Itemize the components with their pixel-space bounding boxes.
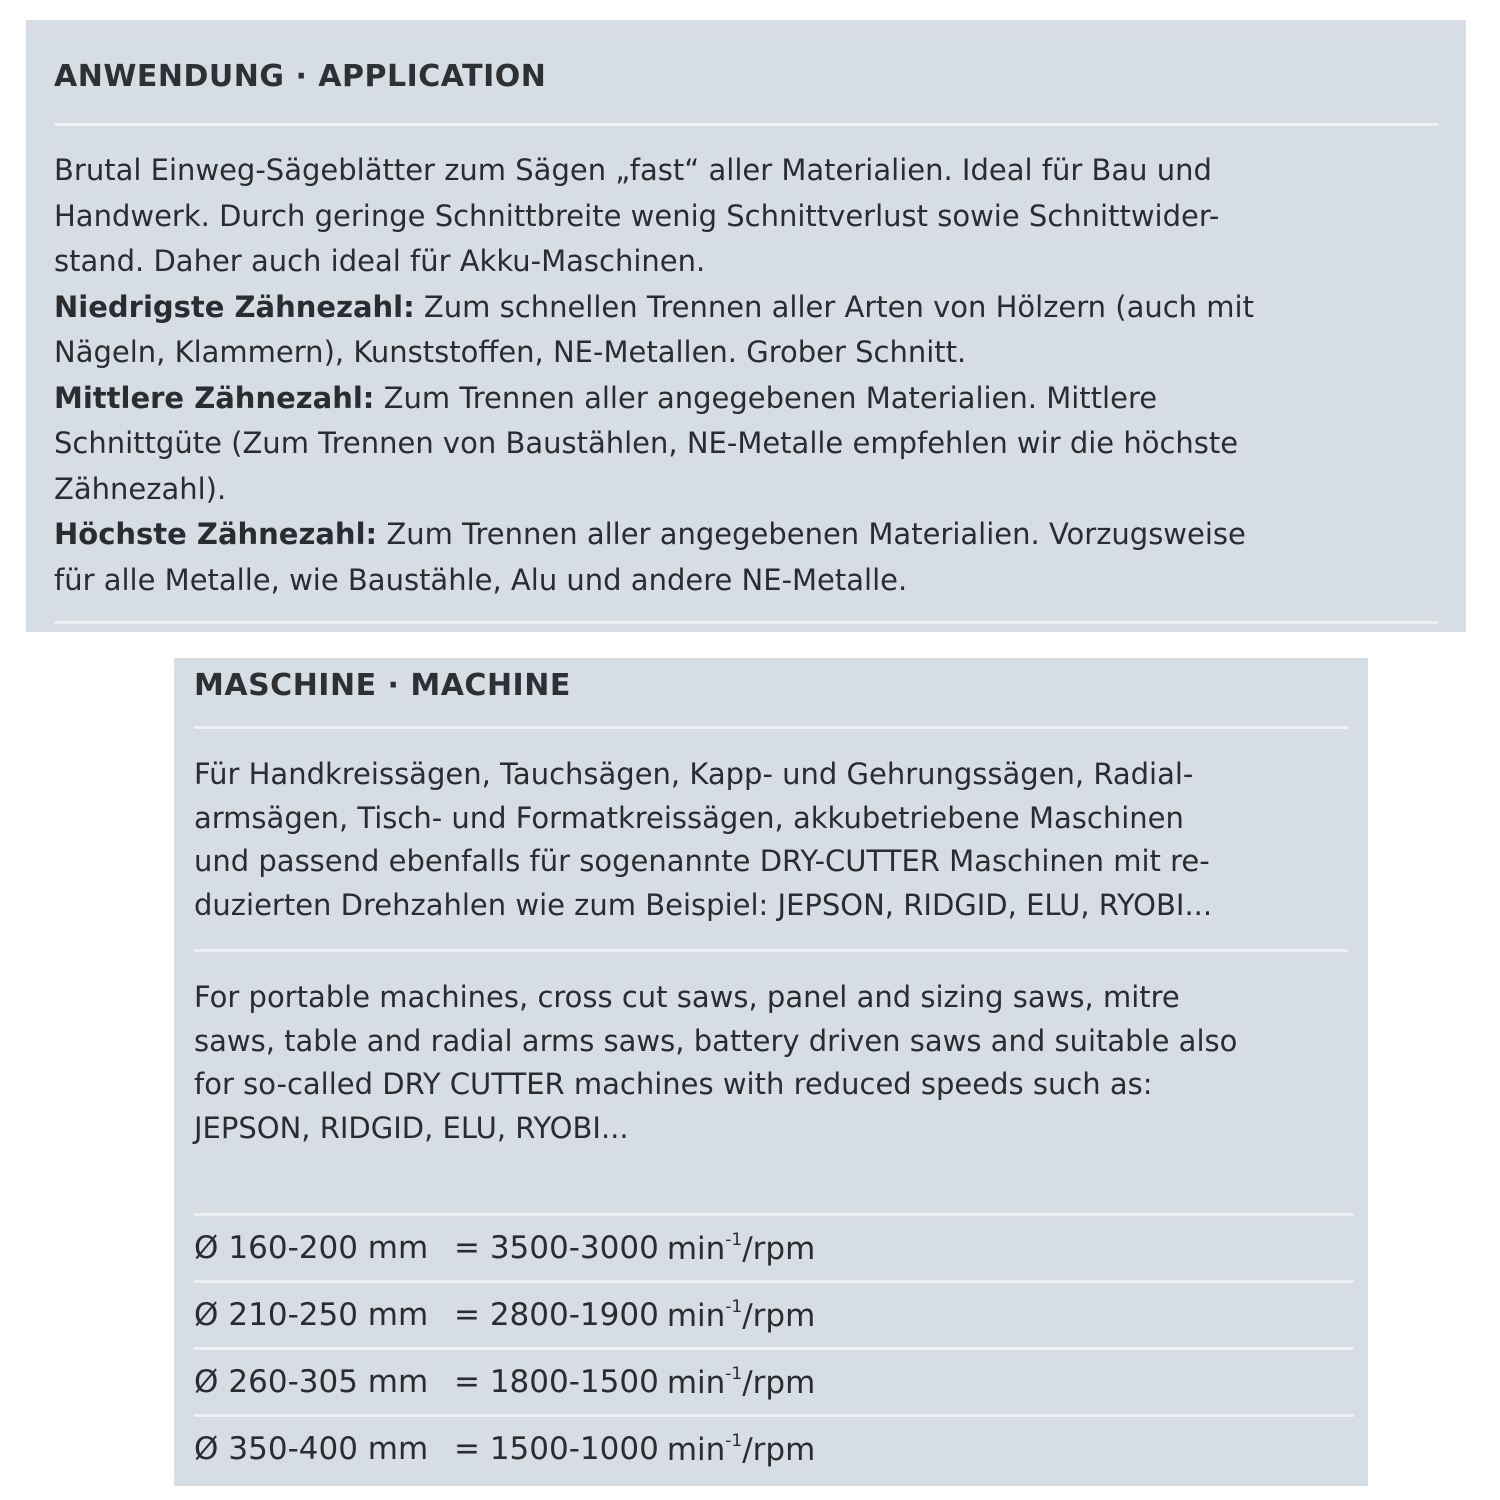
english-line: saws, table and radial arms saws, battery driven saws and suitable also [194, 1023, 1238, 1058]
rpm-range: = 1800-1500 [454, 1364, 659, 1400]
application-heading: ANWENDUNG · APPLICATION [54, 59, 547, 94]
diameter-range: 260-305 mm [228, 1364, 429, 1400]
english-line: for so-called DRY CUTTER machines with reduced speeds such as: [194, 1067, 1153, 1101]
speed-unit [667, 1230, 816, 1267]
divider [54, 123, 1438, 126]
unit-exponent: -1 [725, 1430, 743, 1451]
diameter-range: 210-250 mm [228, 1297, 429, 1333]
speed-table [194, 1213, 1354, 1481]
unit-base: min [666, 1297, 726, 1334]
high-teeth-term: Höchste Zähnezahl: [54, 517, 378, 551]
divider [194, 726, 1348, 729]
diameter-range: 160-200 mm [228, 1230, 429, 1266]
unit-base: min [666, 1431, 726, 1468]
english-line: For portable machines, cross cut saws, panel and sizing saws, mitre [194, 980, 1180, 1014]
mid-teeth-line [54, 376, 1438, 422]
rpm-range: = 1500-1000 [454, 1431, 659, 1467]
intro-line: Handwerk. Durch geringe Schnittbreite wenig Schnittverlust sowie Schnittwider- [54, 198, 1220, 233]
unit-exponent: -1 [725, 1296, 743, 1317]
unit-suffix: /rpm [742, 1364, 816, 1401]
rpm-range: = 3500-3000 [454, 1230, 659, 1266]
german-line: Für Handkreissägen, Tauchsägen, Kapp- und Gehrungssägen, Radial- [194, 757, 1194, 791]
high-teeth-line [54, 512, 1438, 558]
mid-teeth-term: Mittlere Zähnezahl: [54, 380, 375, 415]
speed-row [194, 1280, 1354, 1347]
mid-teeth-line: Zähnezahl). [54, 471, 227, 506]
speed-unit [667, 1431, 816, 1468]
german-line: duzierten Drehzahlen wie zum Beispiel: JEPSON, RIDGID, ELU, RYOBI... [194, 887, 1213, 922]
unit-base: min [666, 1364, 726, 1401]
application-text [54, 148, 1438, 603]
machine-heading: MASCHINE · MACHINE [194, 668, 571, 703]
diameter-symbol: Ø [194, 1297, 219, 1333]
diameter-symbol: Ø [194, 1364, 219, 1400]
machine-german-text [194, 753, 1348, 927]
diameter-cell [194, 1297, 454, 1333]
diameter-cell [194, 1431, 454, 1467]
german-line: armsägen, Tisch- und Formatkreissägen, akkubetriebene Maschinen [194, 800, 1184, 835]
intro-line: Brutal Einweg-Sägeblätter zum Sägen „fast“ aller Materialien. Ideal für Bau und [54, 153, 1212, 187]
application-panel [26, 20, 1466, 632]
low-teeth-line: Nägeln, Klammern), Kunststoffen, NE-Metallen. Grober Schnitt. [54, 335, 967, 369]
low-teeth-text: Zum schnellen Trennen aller Arten von Hölzern (auch mit [414, 289, 1254, 324]
speed-row [194, 1213, 1354, 1280]
unit-exponent: -1 [725, 1363, 743, 1384]
divider [194, 949, 1348, 952]
unit-suffix: /rpm [742, 1230, 816, 1267]
mid-teeth-line: Schnittgüte (Zum Trennen von Baustählen, NE-Metalle empfehlen wir die höchste [54, 426, 1239, 460]
unit-exponent: -1 [725, 1229, 743, 1250]
german-line: und passend ebenfalls für sogenannte DRY-CUTTER Maschinen mit re- [194, 844, 1210, 878]
high-teeth-text: Zum Trennen aller angegebenen Materialien. Vorzugsweise [377, 517, 1246, 551]
mid-teeth-text: Zum Trennen aller angegebenen Materialien. Mittlere [374, 380, 1158, 415]
low-teeth-line [54, 285, 1438, 331]
rpm-range: = 2800-1900 [454, 1297, 659, 1333]
diameter-symbol: Ø [194, 1431, 219, 1467]
machine-english-text [194, 976, 1348, 1150]
unit-suffix: /rpm [742, 1431, 816, 1468]
machine-panel [174, 658, 1368, 1486]
divider [54, 621, 1438, 624]
unit-suffix: /rpm [742, 1297, 816, 1334]
speed-row [194, 1347, 1354, 1414]
low-teeth-term: Niedrigste Zähnezahl: [54, 289, 415, 324]
diameter-cell [194, 1364, 454, 1400]
english-line: JEPSON, RIDGID, ELU, RYOBI... [194, 1110, 629, 1145]
diameter-range: 350-400 mm [228, 1431, 429, 1467]
speed-row [194, 1414, 1354, 1481]
intro-line: stand. Daher auch ideal für Akku-Maschinen. [54, 244, 706, 278]
diameter-cell [194, 1230, 454, 1266]
unit-base: min [666, 1230, 726, 1267]
speed-unit [667, 1297, 816, 1334]
high-teeth-line: für alle Metalle, wie Baustähle, Alu und andere NE-Metalle. [54, 562, 908, 597]
speed-unit [667, 1364, 816, 1401]
diameter-symbol: Ø [194, 1230, 219, 1266]
